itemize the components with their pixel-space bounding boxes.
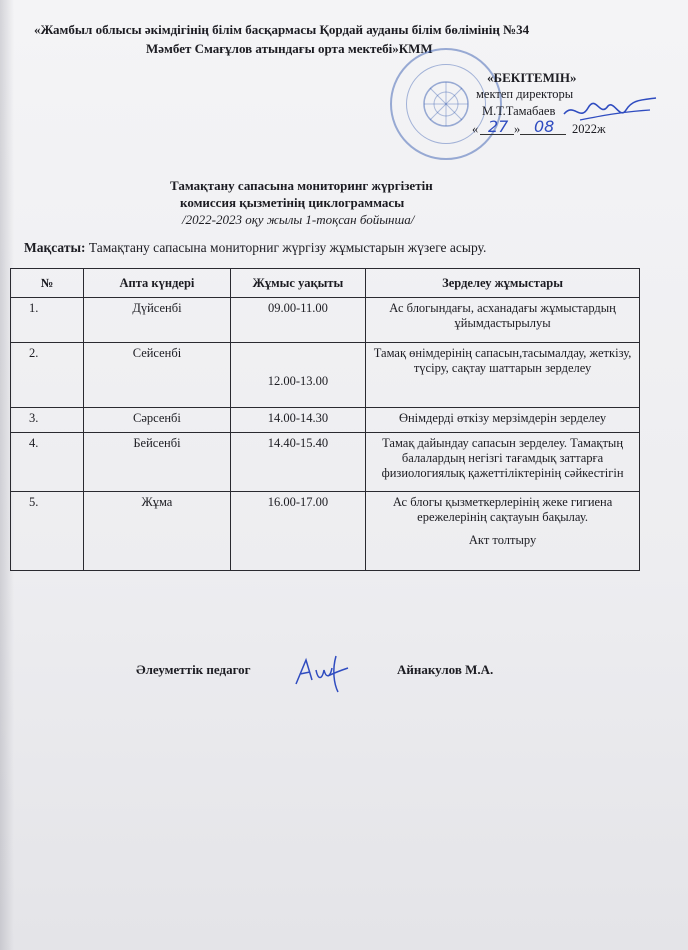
table-row [11,298,640,343]
row-time: 12.00-13.00 [267,374,329,388]
doc-title-line-2: комиссия қызметінің циклограммасы [180,195,405,210]
table-header-row [11,269,640,298]
row-task: Өнімдерді өткізу мерзімдерін зерделеу [366,408,640,433]
row-number: 3. [11,408,84,433]
header-tasks: Зерделеу жұмыстары [366,269,640,298]
table-row [11,492,640,571]
doc-title-line-3: /2022-2023 оқу жылы 1-тоқсан бойынша/ [182,212,415,227]
row-day: Бейсенбі [84,433,231,492]
row-day: Сәрсенбі [84,408,231,433]
schedule-table [10,268,640,571]
table-row [11,343,640,408]
date-month-underline [520,134,566,135]
row-task: Ас блогындағы, асханадағы жұмыстардың ұйымдастырылуы [366,298,640,343]
table-row [11,433,640,492]
row-task: Ас блогы қызметкерлерінің жеке гигиена ережелерінің сақтауын бақылау. [392,495,613,524]
row-task-cell [366,492,640,571]
row-time: 14.40-15.40 [230,433,365,492]
row-task: Тамақ өнімдерінің сапасын,тасымалдау, жеткізу, түсіру, сақтау шаттарын зерделеу [366,343,640,408]
director-position: мектеп директоры [476,87,574,101]
doc-title-line-1: Тамақтану сапасына мониторинг жүргізетін [170,178,433,193]
header-weekday: Апта күндері [84,269,231,298]
row-time-cell [230,343,365,408]
header-line-1: «Жамбыл облысы әкімдігінің білім басқармасы Қордай ауданы білім бөлімінің №34 [34,22,530,37]
header-work-time: Жұмыс уақыты [230,269,365,298]
pedagog-signature-icon [292,650,352,694]
row-day: Жұма [84,492,231,571]
approval-title: «БЕКІТЕМІН» [487,70,577,85]
row-number: 1. [11,298,84,343]
date-day-underline [480,134,514,135]
row-number: 5. [11,492,84,571]
signer-role: Әлеуметтік педагог [136,662,251,677]
row-time: 09.00-11.00 [230,298,365,343]
purpose-paragraph [24,240,664,256]
header-number: № [11,269,84,298]
date-month: 08 [534,117,555,136]
row-time: 14.00-14.30 [230,408,365,433]
date-quote-open: « [472,122,479,136]
signer-name: Айнакулов М.А. [397,662,494,677]
row-day: Сейсенбі [84,343,231,408]
header-line-2: Мәмбет Смағұлов атындағы орта мектебі»КММ [146,41,433,56]
table-row [11,408,640,433]
director-name: М.Т.Тамабаев [482,104,556,118]
row-time: 16.00-17.00 [230,492,365,571]
row-number: 2. [11,343,84,408]
date-day: 27 [488,117,509,136]
row-task-extra: Акт толтыру [468,533,537,547]
row-task: Тамақ дайындау сапасын зерделеу. Тамақтың балалардың негізгі тағамдық заттарға физиологиялық қажеттіліктерінің сәйкестігін [366,433,640,492]
date-year: 2022ж [572,122,606,136]
purpose-label: Мақсаты: [24,240,86,255]
row-day: Дүйсенбі [84,298,231,343]
row-number: 4. [11,433,84,492]
date-quote-close: » [514,122,521,136]
director-signature-icon [560,92,660,132]
purpose-text: Тамақтану сапасына мониторниг жүргізу жұмыстарын жүзеге асыру. [85,240,487,255]
